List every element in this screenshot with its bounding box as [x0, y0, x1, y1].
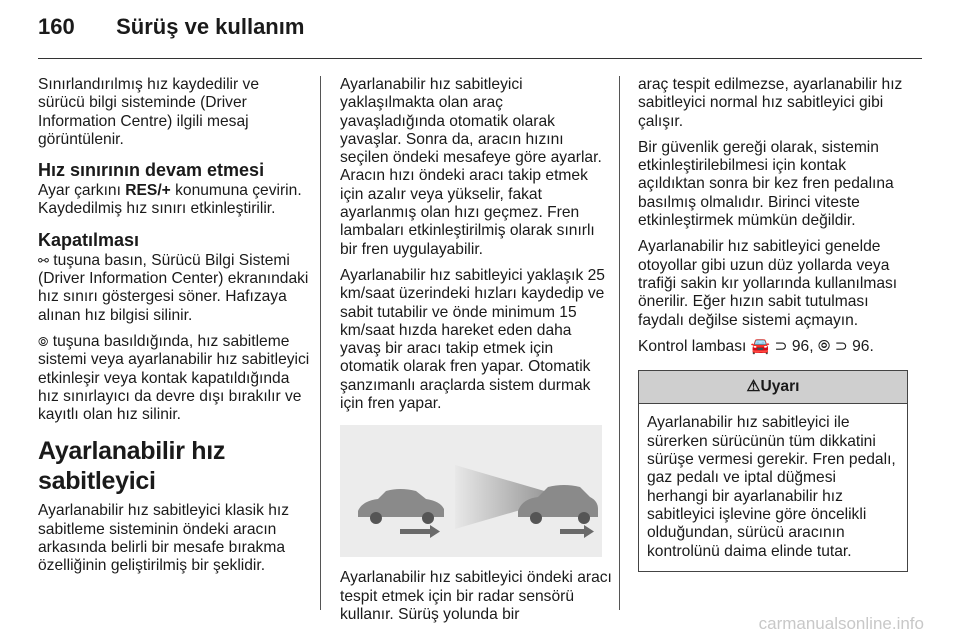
page-ref-icon: ⊃ [774, 337, 788, 355]
cruise-off-icon: ⦾ [38, 333, 49, 349]
paragraph: ⦾ tuşuna basıldığında, hız sabitleme sistemi veya ayarlanabilir hız sabitleyici etkinleşir veya kontak kapatıldığında hız sınırlayıcı da devre dışı bırakılır ve kayıtlı olan hız silinir. [38, 332, 310, 424]
car-indicator-icon: 🚘 [750, 337, 771, 355]
page-ref-icon: ⊃ [834, 337, 848, 355]
watermark: carmanualsonline.info [758, 614, 924, 633]
section-heading: Kapatılması [38, 229, 140, 250]
page-number: 160 [38, 14, 75, 39]
paragraph: Bir güvenlik gereği olarak, sistemin etkinleştirilebilmesi için kontak açıldıktan sonra bir kez fren pedalına basılmış olmalıdır. Birinci viteste etkinleştirmek mümkün değildir. [638, 138, 894, 230]
paragraph: Ayar çarkını RES/+ konumuna çevirin. Kaydedilmiş hız sınırı etkinleştirilir. [38, 182, 302, 218]
radar-illustration [340, 425, 602, 557]
warning-text: Ayarlanabilir hız sabitleyici ile sürerken sürücünün tüm dikkatini sürüşe vermesi gerekir. Fren pedalı, gaz pedalı ve iptal düğmesi herhangi bir ayarlanabilir hız sabitleyici işlevine göre öncelikli olduğundan, sürücü aracının kontrolünü daima elinde tutar. [647, 414, 896, 560]
paragraph: araç tespit edilmezse, ayarlanabilir hız sabitleyici normal hız sabitleyici gibi çalışır. [638, 76, 903, 130]
paragraph: ⚯ tuşuna basın, Sürücü Bilgi Sistemi (Driver Information Center) ekranındaki hız sınırı göstergesi söner. Hafızaya alınan hız bilgisi silinir. [38, 251, 309, 324]
paragraph: Ayarlanabilir hız sabitleyici klasik hız sabitleme sisteminin öndeki aracın arkasında belirli bir mesafe bırakma özelliğinin geliştirilmiş bir şeklidir. [38, 502, 290, 575]
column-1 [38, 76, 310, 584]
column-divider [320, 76, 321, 610]
speed-limiter-icon: ⚯ [38, 252, 49, 268]
paragraph: Sınırlandırılmış hız kaydedilir ve sürücü bilgi sisteminde (Driver Information Centre) ilgili mesaj görüntülenir. [38, 76, 259, 148]
page-header [38, 14, 304, 40]
paragraph: Kontrol lambası 🚘 ⊃ 96, ⦾ ⊃ 96. [638, 337, 874, 355]
warning-header: ⚠Uyarı [639, 371, 907, 404]
paragraph: Ayarlanabilir hız sabitleyici öndeki aracı tespit etmek için bir radar sensörü kullanır. Sürüş yolunda bir [340, 569, 612, 623]
cruise-off-icon: ⦾ [817, 337, 831, 355]
front-car [358, 489, 444, 524]
chapter-title: Sürüş ve kullanım [116, 14, 305, 39]
paragraph: Ayarlanabilir hız sabitleyici yaklaşılmakta olan araç yavaşladığında otomatik olarak yavaşlar. Sonra da, aracın hızını seçilen öndeki mesafeye göre ayarlar. Aracın hızı öndeki aracı takip etmek için azalır veya yükselir, fakat ayarlanmış olan hızı geçmez. Fren lambaları etkinleştirilmiş olarak sınırlı bir fren uygulayabilir. [340, 76, 602, 258]
main-heading: Ayarlanabilir hız sabitleyici [38, 437, 226, 496]
direction-arrow [400, 525, 594, 538]
column-2 [340, 76, 612, 632]
warning-triangle-icon: ⚠ [746, 378, 761, 396]
paragraph: Ayarlanabilir hız sabitleyici genelde otoyollar gibi uzun düz yollarda veya trafiği sakin kır yollarında kullanılması önerilir. Eğer hızın sabit tutulması faydalı değilse sistemi açmayın. [638, 238, 898, 329]
column-divider [619, 76, 620, 610]
column-3 [638, 76, 908, 572]
paragraph: Ayarlanabilir hız sabitleyici yaklaşık 25 km/saat üzerindeki hızları kaydedip ve sabit tutabilir ve önde minimum 15 km/saat hızda hareket eden daha yavaş bir aracı takip etmek için otomatik olarak fren yapar. Otomatik şanzımanlı araçlarda sistem durmak için fren yapar. [340, 266, 605, 413]
section-heading: Hız sınırının devam etmesi [38, 160, 265, 181]
res-plus-label: RES/+ [125, 182, 171, 200]
warning-box [638, 370, 908, 572]
header-rule [38, 58, 922, 59]
